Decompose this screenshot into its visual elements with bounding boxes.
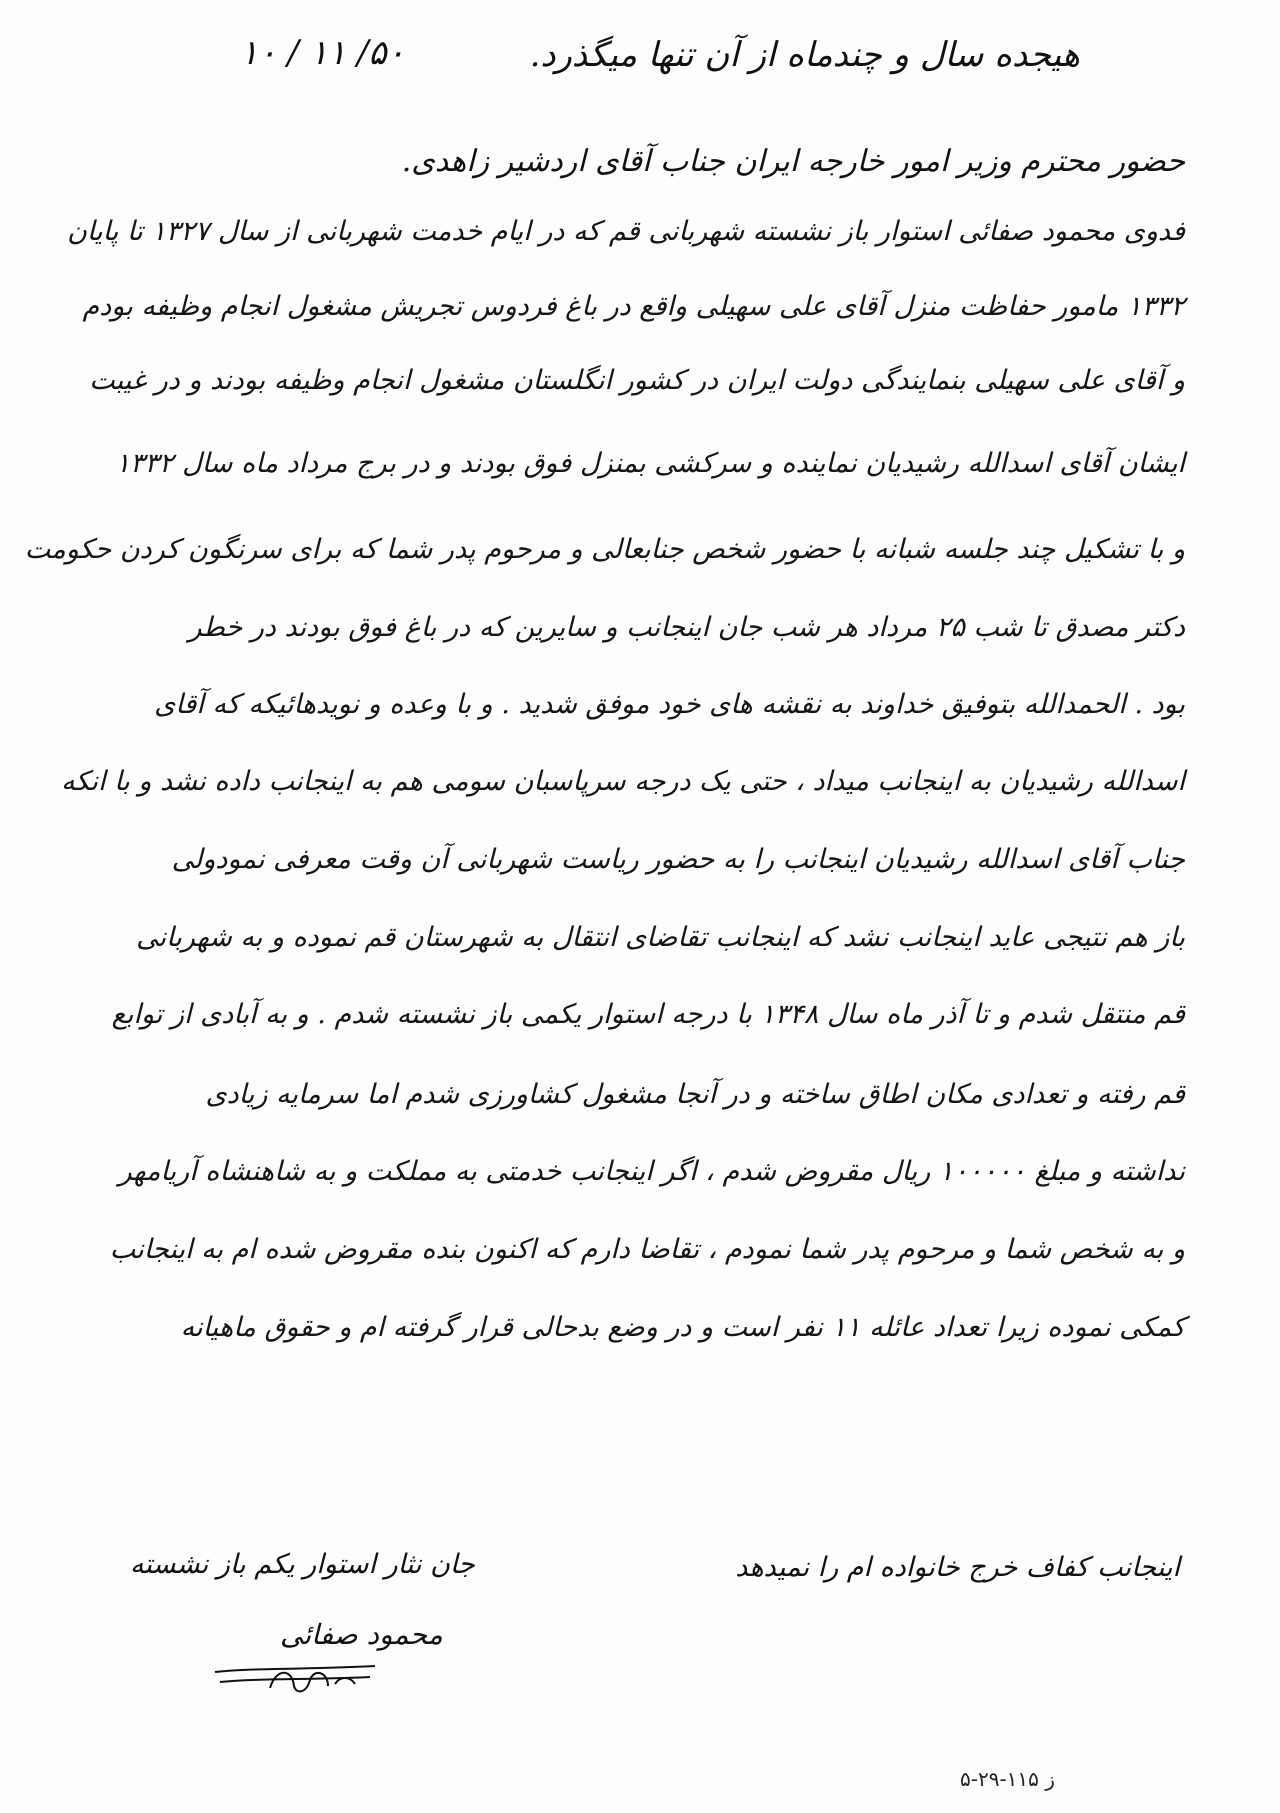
body-line: باز هم نتیجی عاید اینجانب نشد که اینجانب تقاضای انتقال به شهرستان قم نموده و به شهربانی <box>136 922 1185 953</box>
header-title: هیجده سال و چندماه از آن تنها میگذرد. <box>529 35 1080 75</box>
closing-line: اینجانب کفاف خرج خانواده ام را نمیدهد <box>735 1552 1180 1583</box>
handwritten-signature <box>210 1650 380 1700</box>
body-line: قم رفته و تعدادی مکان اطاق ساخته و در آنجا مشغول کشاورزی شدم اما سرمایه زیادی <box>205 1079 1185 1110</box>
body-line: و آقای علی سهیلی بنمایندگی دولت ایران در کشور انگلستان مشغول انجام وظیفه بودند و در غیبت <box>89 365 1185 396</box>
signer-name: محمود صفائی <box>280 1618 443 1651</box>
body-line: فدوی محمود صفائی استوار باز نشسته شهربانی قم که در ایام خدمت شهربانی از سال ۱۳۲۷ تا پایان <box>67 216 1185 247</box>
header-date: ۵۰/ ۱۱ / ۱۰ <box>240 33 405 73</box>
body-line: و به شخص شما و مرحوم پدر شما نمودم ، تقاضا دارم که اکنون بنده مقروض شده ام به اینجانب <box>109 1234 1185 1265</box>
body-line: کمکی نموده زیرا تعداد عائله ۱۱ نفر است و در وضع بدحالی قرار گرفته ام و حقوق ماهیانه <box>180 1312 1185 1343</box>
body-line: ۱۳۳۲ مامور حفاظت منزل آقای علی سهیلی واقع در باغ فردوس تجریش مشغول انجام وظیفه بودم <box>82 291 1185 322</box>
body-line: دکتر مصدق تا شب ۲۵ مرداد هر شب جان اینجانب و سایرین که در باغ فوق بودند در خطر <box>188 612 1185 643</box>
archive-reference: ۵-۲۹-۱۱۵ ز <box>960 1767 1055 1791</box>
closing-title: جان نثار استوار یکم باز نشسته <box>130 1549 475 1580</box>
body-line: جناب آقای اسدالله رشیدیان اینجانب را به حضور ریاست شهربانی آن وقت معرفی نمودولی <box>171 844 1185 875</box>
body-line: ایشان آقای اسدالله رشیدیان نماینده و سرکشی بمنزل فوق بودند و در برج مرداد ماه سال ۱۳۳۲ <box>115 448 1185 479</box>
body-line: قم منتقل شدم و تا آذر ماه سال ۱۳۴۸ با درجه استوار یکمی باز نشسته شدم . و به آبادی از توابع <box>111 999 1185 1030</box>
salutation: حضور محترم وزیر امور خارجه ایران جناب آقای اردشیر زاهدی. <box>401 144 1185 179</box>
body-line: اسدالله رشیدیان به اینجانب میداد ، حتی یک درجه سرپاسبان سومی هم به اینجانب داده نشد و با انکه <box>61 766 1185 797</box>
body-line: نداشته و مبلغ ۱۰۰۰۰۰ ریال مقروض شدم ، اگر اینجانب خدمتی به مملکت و به شاهنشاه آریامهر <box>118 1156 1185 1187</box>
body-line: و با تشکیل چند جلسه شبانه با حضور شخص جنابعالی و مرحوم پدر شما که برای سرنگون کردن حکومت <box>24 534 1185 565</box>
body-line: بود . الحمدالله بتوفیق خداوند به نقشه های خود موفق شدید . و با وعده و نویدهائیکه که آقای <box>154 689 1185 720</box>
